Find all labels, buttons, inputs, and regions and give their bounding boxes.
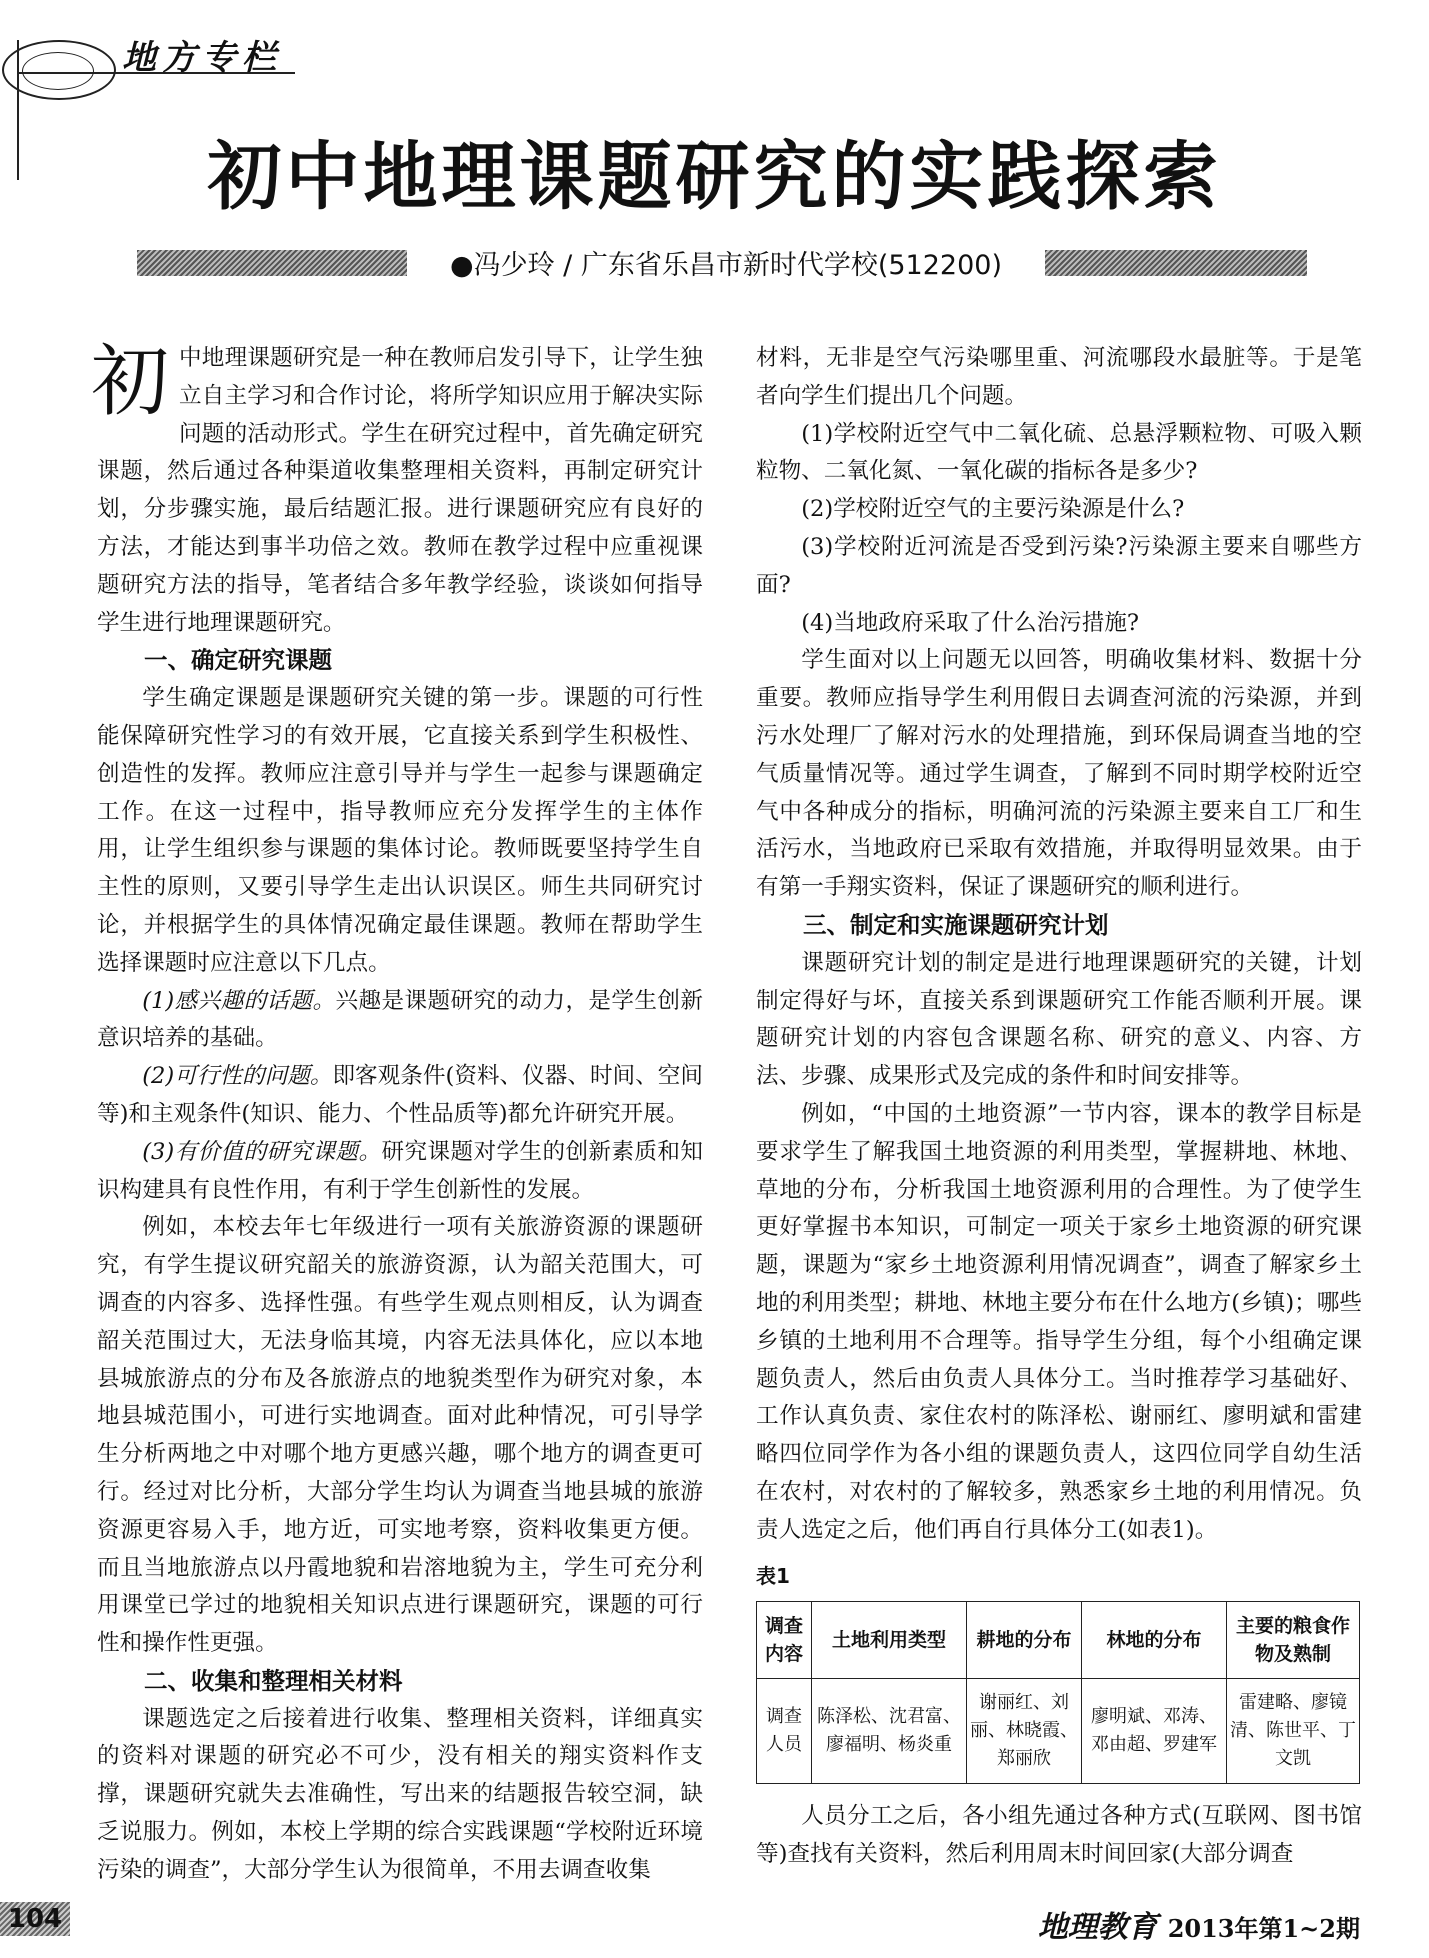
paragraph: 例如，“中国的土地资源”一节内容，课本的教学目标是要求学生了解我国土地资源的利用类型，掌握耕地、林地、草地的分布，分析我国土地资源利用的合理性。为了使学生更好掌握书本知识，可制定一项关于家乡土地资源的研究课题，课题为“家乡土地资源利用情况调查”，调查了解家乡土地的利用类型；耕地、林地主要分布在什么地方(乡镇)；哪些乡镇的土地利用不合理等。指导学生分组，每个小组确定课题负责人，然后由负责人具体分工。当时推荐学习基础好、工作认真负责、家住农村的陈泽松、谢丽红、廖明斌和雷建略四位同学作为各小组的课题负责人，这四位同学自幼生活在农村，对农村的了解较多，熟悉家乡土地的利用情况。负责人选定之后，他们再自行具体分工(如表1)。: [756, 1100, 1362, 1543]
list-item-text: 兴趣是课题研究的动力，是学生创新意识培养的基础。: [97, 987, 703, 1052]
paragraph: 课题研究计划的制定是进行地理课题研究的关键，计划制定得好与坏，直接关系到课题研究工作能否顺利开展。课题研究计划的内容包含课题名称、研究的意义、内容、方法、步骤、成果形式及完成的条件和时间安排等。: [756, 949, 1362, 1090]
list-item-lead: (1)感兴趣的话题。: [142, 987, 336, 1014]
journal-issue: 2013年第1~2期: [1167, 1914, 1360, 1943]
question-item: (4)当地政府采取了什么治污措施?: [801, 609, 1140, 636]
table-cell: 陈泽松、沈君富、廖福明、杨炎重: [812, 1679, 967, 1784]
column-ornament-inner: [22, 52, 94, 90]
assignment-table: [756, 1601, 1360, 1784]
paragraph: 材料，无非是空气污染哪里重、河流哪段水最脏等。于是笔者向学生们提出几个问题。: [756, 345, 1362, 409]
section-heading-1: 一、确定研究课题: [144, 646, 332, 675]
table-header-cell: 耕地的分布: [967, 1602, 1082, 1679]
column-label: 地方专栏: [122, 38, 282, 78]
journal-name: 地理教育: [1037, 1910, 1158, 1945]
list-item-lead: (2)可行性的问题。: [142, 1063, 333, 1090]
table-header-cell: 调查内容: [757, 1602, 812, 1679]
table-row: [757, 1679, 1360, 1784]
table-header-cell: 林地的分布: [1082, 1602, 1227, 1679]
byline-decoration-left: [137, 250, 407, 276]
paragraph: 例如，本校去年七年级进行一项有关旅游资源的课题研究，有学生提议研究韶关的旅游资源，认为韶关范围大，可调查的内容多、选择性强。有些学生观点则相反，认为调查韶关范围过大，无法身临其境，内容无法具体化，应以本地县城旅游点的分布及各旅游点的地貌类型作为研究对象，本地县城范围小，可进行实地调查。面对此种情况，可引导学生分析两地之中对哪个地方更感兴趣，哪个地方的调查更可行。经过对比分析，大部分学生均认为调查当地县城的旅游资源更容易入手，地方近，可实地考察，资料收集更方便。而且当地旅游点以丹霞地貌和岩溶地貌为主，学生可充分利用课堂已学过的地貌相关知识点进行课题研究，课题的可行性和操作性更强。: [97, 1214, 703, 1657]
question-item: (2)学校附近空气的主要污染源是什么?: [801, 496, 1185, 523]
left-column: [91, 338, 703, 1890]
list-item: [97, 983, 703, 1059]
article-title: 初中地理课题研究的实践探索: [207, 134, 1222, 220]
paragraph: 学生确定课题是课题研究关键的第一步。课题的可行性能保障研究性学习的有效开展，它直接关系到学生积极性、创造性的发挥。教师应注意引导并与学生一起参与课题确定工作。在这一过程中，指导教师应充分发挥学生的主体作用，让学生组织参与课题的集体讨论。教师既要坚持学生自主性的原则，又要引导学生走出认识误区。师生共同研究讨论，并根据学生的具体情况确定最佳课题。教师在帮助学生选择课题时应注意以下几点。: [97, 685, 703, 976]
table-header-row: [757, 1602, 1360, 1679]
table-header-cell: 土地利用类型: [812, 1602, 967, 1679]
question-item: (1)学校附近空气中二氧化硫、总悬浮颗粒物、可吸入颗粒物、二氧化氮、一氧化碳的指标各是多少?: [756, 420, 1362, 485]
page-header: [0, 0, 1429, 281]
list-item-text: 研究课题对学生的创新素质和知识构建具有良性作用，有利于学生创新性的发展。: [97, 1138, 703, 1203]
list-item: [97, 1058, 703, 1134]
byline-decoration-right: [1045, 250, 1307, 276]
page-number: 104: [0, 1902, 70, 1936]
table-caption: 表1: [756, 1563, 790, 1588]
table-cell: 廖明斌、邓涛、邓由超、罗建军: [1082, 1679, 1227, 1784]
paragraph: 人员分工之后，各小组先通过各种方式(互联网、图书馆等)查找有关资料，然后利用周末时间回家(大部分调查: [756, 1803, 1362, 1868]
journal-footer: [1030, 1902, 1360, 1946]
list-item: [97, 1134, 703, 1210]
intro-text: 中地理课题研究是一种在教师启发引导下，让学生独立自主学习和合作讨论，将所学知识应用于解决实际问题的活动形式。学生在研究过程中，首先确定研究课题，然后通过各种渠道收集整理相关资料，再制定研究计划，分步骤实施，最后结题汇报。进行课题研究应有良好的方法，才能达到事半功倍之效。教师在教学过程中应重视课题研究方法的指导，笔者结合多年教学经验，谈谈如何指导学生进行地理课题研究。: [97, 345, 703, 636]
author-byline: ●冯少玲 / 广东省乐昌市新时代学校(512200): [450, 250, 1002, 281]
table-cell: 调查人员: [757, 1679, 812, 1784]
question-item: (3)学校附近河流是否受到污染?污染源主要来自哪些方面?: [756, 533, 1362, 598]
drop-cap: 初: [91, 338, 170, 425]
section-heading-2: 二、收集和整理相关材料: [144, 1666, 403, 1695]
table-cell: 谢丽红、刘丽、林晓霞、郑丽欣: [967, 1679, 1082, 1784]
intro-paragraph: [91, 338, 703, 642]
list-item-text: 即客观条件(资料、仪器、时间、空间等)和主观条件(知识、能力、个性品质等)都允许研究开展。: [97, 1063, 703, 1127]
paragraph: 课题选定之后接着进行收集、整理相关资料，详细真实的资料对课题的研究必不可少，没有相关的翔实资料作支撑，课题研究就失去准确性，写出来的结题报告较空洞，缺乏说服力。例如，本校上学期的综合实践课题“学校附近环境污染的调查”，大部分学生认为很简单，不用去调查收集: [97, 1705, 703, 1883]
table-cell: 雷建略、廖镜清、陈世平、丁文凯: [1227, 1679, 1360, 1784]
paragraph: 学生面对以上问题无以回答，明确收集材料、数据十分重要。教师应指导学生利用假日去调查河流的污染源，并到污水处理厂了解对污水的处理措施，到环保局调查当地的空气质量情况等。通过学生调查，了解到不同时期学校附近空气中各种成分的指标，明确河流的污染源主要来自工厂和生活污水，当地政府已采取有效措施，并取得明显效果。由于有第一手翔实资料，保证了课题研究的顺利进行。: [756, 647, 1362, 901]
table-header-cell: 主要的粮食作物及熟制: [1227, 1602, 1360, 1679]
right-column: [756, 340, 1362, 1874]
list-item-lead: (3)有价值的研究课题。: [142, 1138, 382, 1165]
section-heading-3: 三、制定和实施课题研究计划: [803, 910, 1109, 939]
